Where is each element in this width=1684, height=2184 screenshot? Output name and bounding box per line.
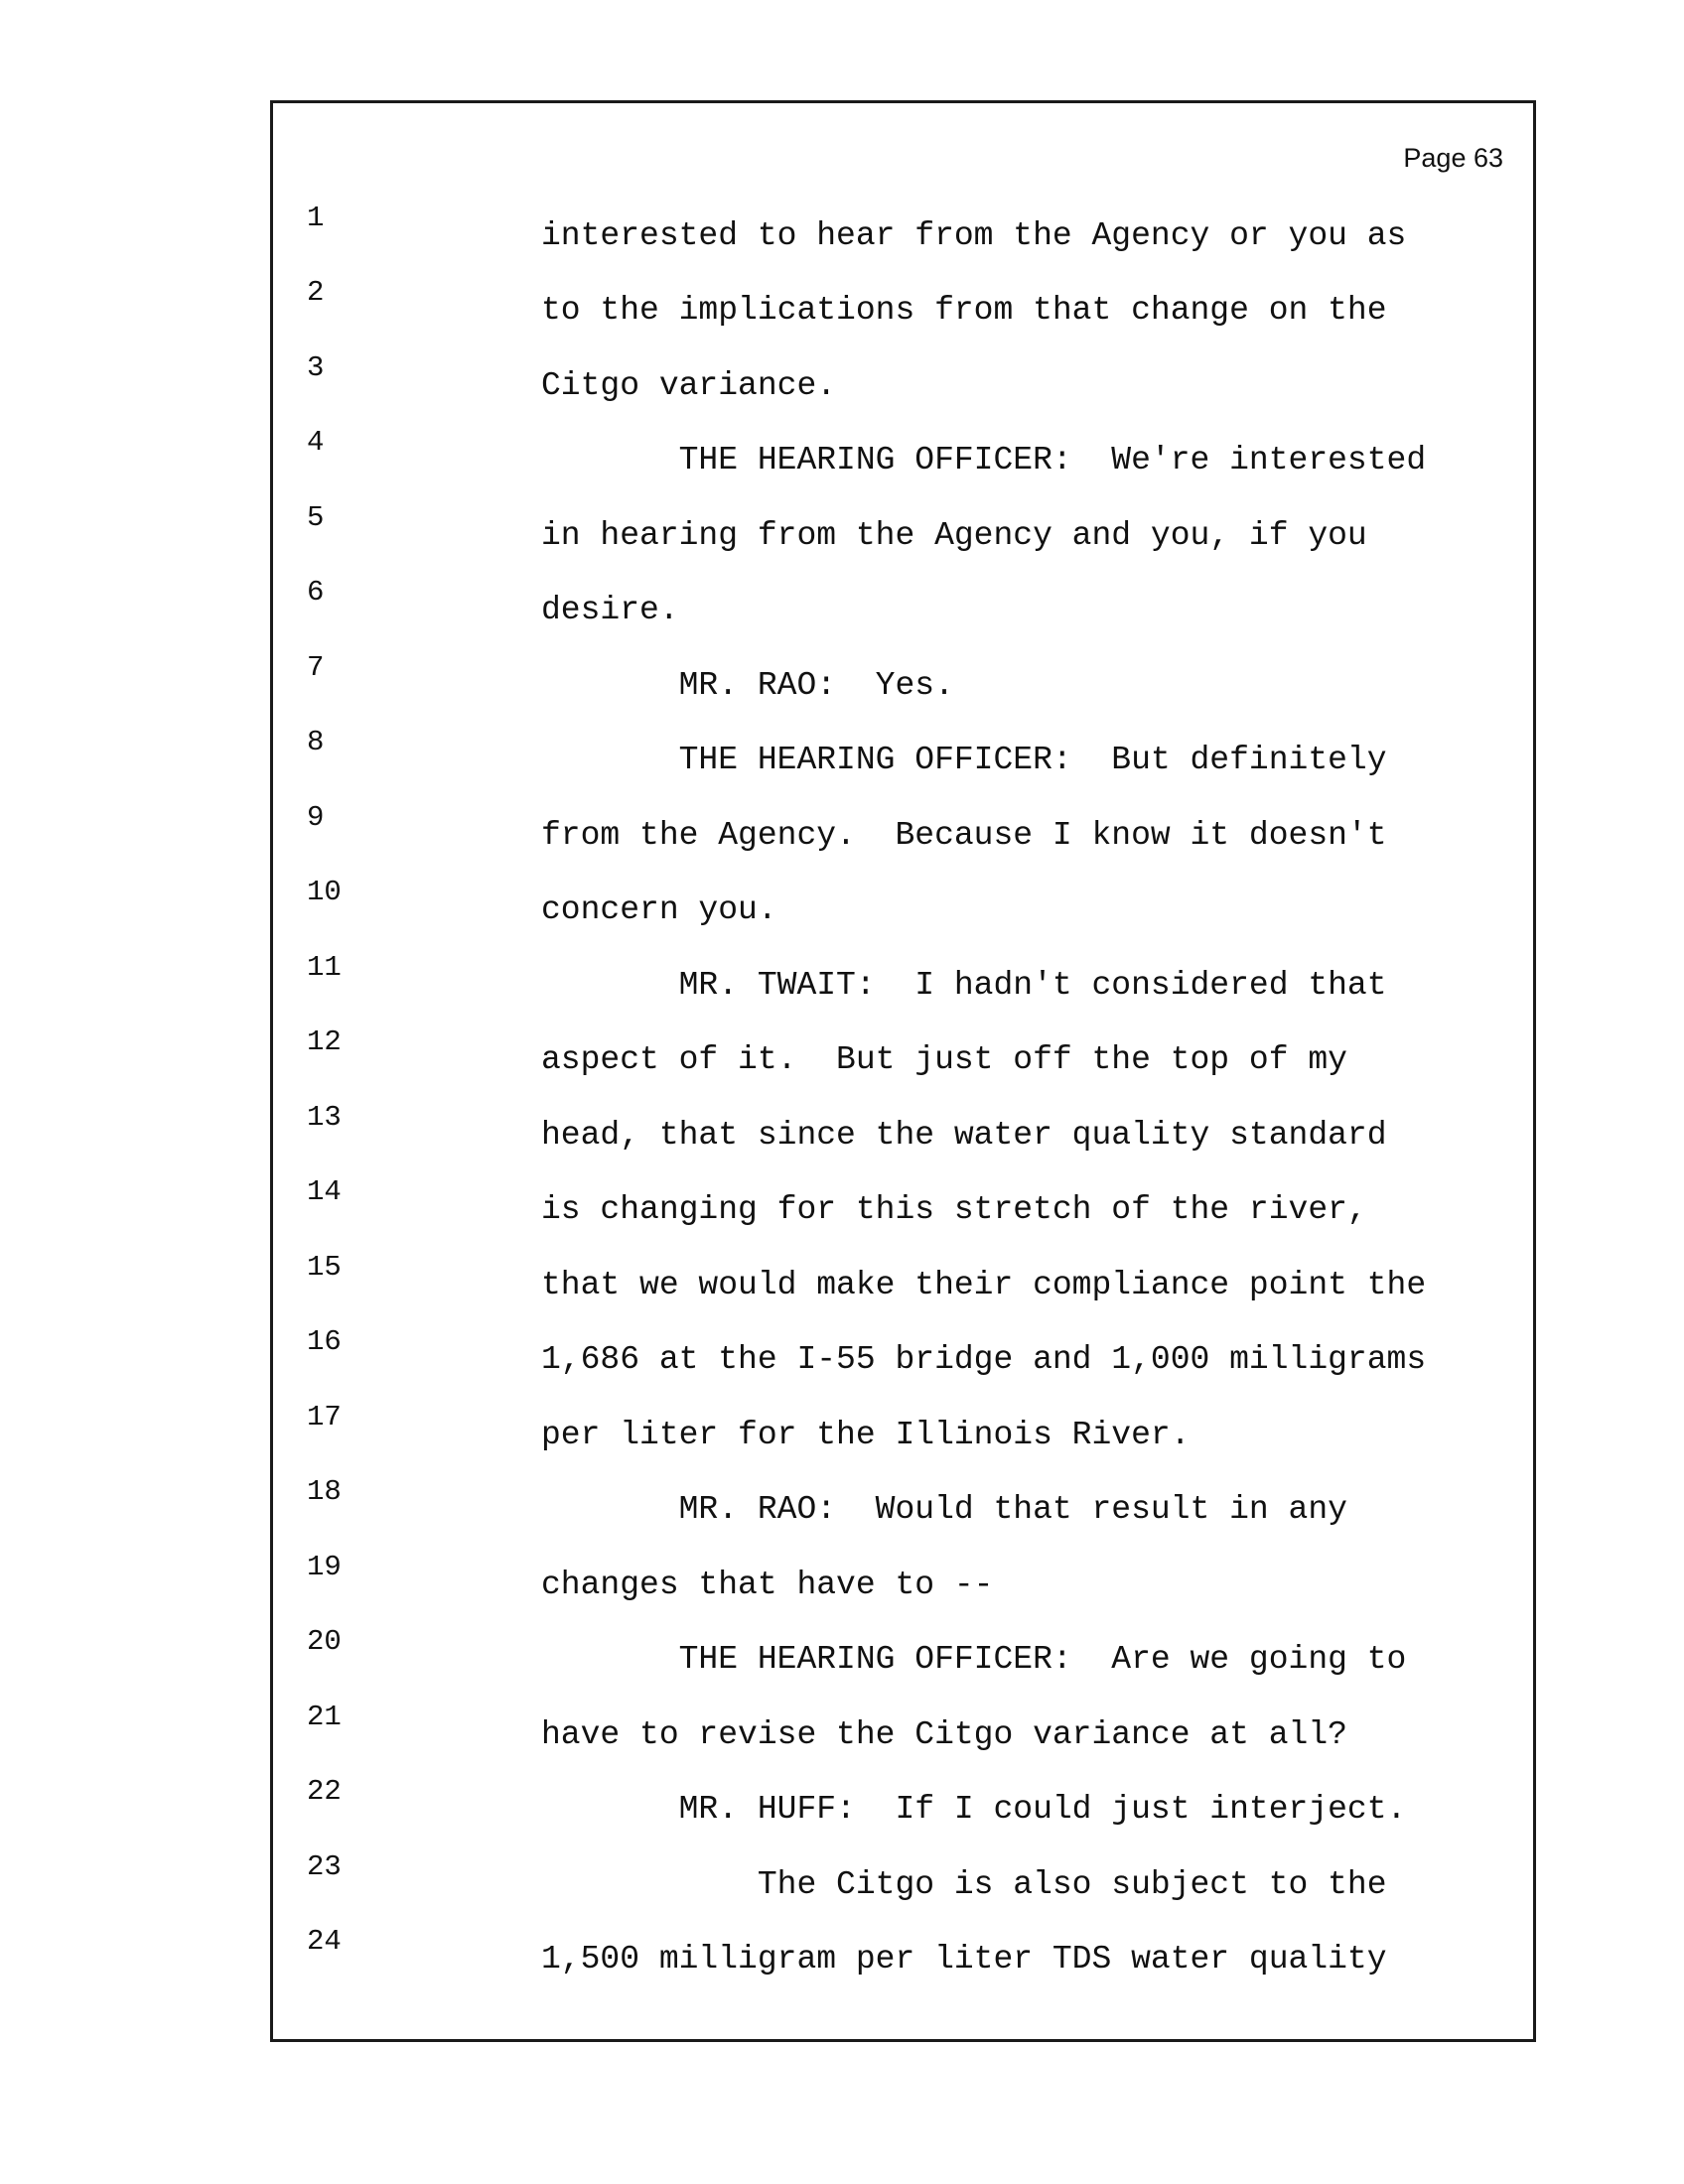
transcript-line (273, 1525, 994, 1603)
line-number: 16 (307, 1325, 342, 1358)
line-number: 5 (307, 501, 325, 534)
transcript-line (273, 1375, 1191, 1453)
transcript-line (273, 400, 1427, 478)
transcript-line (273, 700, 1387, 778)
transcript-line (273, 176, 1407, 254)
line-text: changes that have to -- (541, 1567, 994, 1603)
line-number: 23 (307, 1850, 342, 1883)
line-text: MR. RAO: Yes. (541, 667, 954, 704)
line-text: head, that since the water quality standard (541, 1117, 1387, 1154)
line-number: 7 (307, 651, 325, 684)
transcript-line (273, 1150, 1367, 1228)
line-text: desire. (541, 592, 679, 628)
transcript-line (273, 550, 679, 628)
line-number: 18 (307, 1475, 342, 1508)
transcript-line (273, 1000, 1347, 1078)
transcript-line (273, 1075, 1387, 1154)
line-text: 1,686 at the I-55 bridge and 1,000 milligrams (541, 1341, 1427, 1378)
line-number: 20 (307, 1625, 342, 1658)
line-number: 3 (307, 351, 325, 384)
line-text: 1,500 milligram per liter TDS water quality (541, 1941, 1387, 1978)
line-text: THE HEARING OFFICER: We're interested (541, 442, 1427, 478)
transcript-line (273, 1449, 1347, 1528)
line-number: 22 (307, 1775, 342, 1808)
transcript-line (273, 625, 954, 704)
line-text: interested to hear from the Agency or you as (541, 217, 1407, 254)
line-number: 10 (307, 876, 342, 908)
transcript-line (273, 1299, 1427, 1378)
line-text: MR. RAO: Would that result in any (541, 1491, 1347, 1528)
transcript-line (273, 925, 1387, 1004)
line-text: THE HEARING OFFICER: Are we going to (541, 1641, 1407, 1678)
line-text: is changing for this stretch of the river, (541, 1191, 1367, 1228)
line-text: that we would make their compliance point the (541, 1267, 1427, 1303)
line-number: 8 (307, 726, 325, 758)
line-number: 6 (307, 576, 325, 609)
transcript-line (273, 1225, 1427, 1303)
transcript-line (273, 1749, 1407, 1828)
line-number: 11 (307, 951, 342, 984)
line-number: 2 (307, 276, 325, 309)
transcript-line (273, 1899, 1387, 1978)
line-number: 12 (307, 1025, 342, 1058)
line-text: The Citgo is also subject to the (541, 1866, 1387, 1903)
transcript-line (273, 1825, 1387, 1903)
transcript-line (273, 1599, 1407, 1678)
line-number: 17 (307, 1401, 342, 1433)
transcript-line (273, 326, 837, 404)
line-text: aspect of it. But just off the top of my (541, 1041, 1347, 1078)
line-number: 15 (307, 1251, 342, 1284)
line-text: MR. HUFF: If I could just interject. (541, 1791, 1407, 1828)
transcript-line (273, 850, 777, 928)
line-text: in hearing from the Agency and you, if you (541, 517, 1367, 554)
line-number: 4 (307, 426, 325, 459)
line-text: MR. TWAIT: I hadn't considered that (541, 967, 1387, 1004)
transcript-line (273, 476, 1367, 554)
line-number: 19 (307, 1551, 342, 1583)
transcript-line (273, 775, 1387, 854)
line-text: THE HEARING OFFICER: But definitely (541, 742, 1387, 778)
transcript-line (273, 1675, 1347, 1753)
line-number: 9 (307, 801, 325, 834)
line-text: per liter for the Illinois River. (541, 1417, 1191, 1453)
line-text: from the Agency. Because I know it doesn't (541, 817, 1387, 854)
line-number: 13 (307, 1101, 342, 1134)
line-text: to the implications from that change on the (541, 292, 1387, 329)
line-number: 1 (307, 202, 325, 234)
line-text: Citgo variance. (541, 367, 837, 404)
transcript-line (273, 250, 1387, 329)
line-number: 24 (307, 1925, 342, 1958)
transcript-page (270, 100, 1536, 2042)
line-number: 21 (307, 1701, 342, 1733)
page-number: Page 63 (1403, 143, 1503, 173)
line-text: have to revise the Citgo variance at all? (541, 1716, 1347, 1753)
line-text: concern you. (541, 891, 777, 928)
line-number: 14 (307, 1175, 342, 1208)
